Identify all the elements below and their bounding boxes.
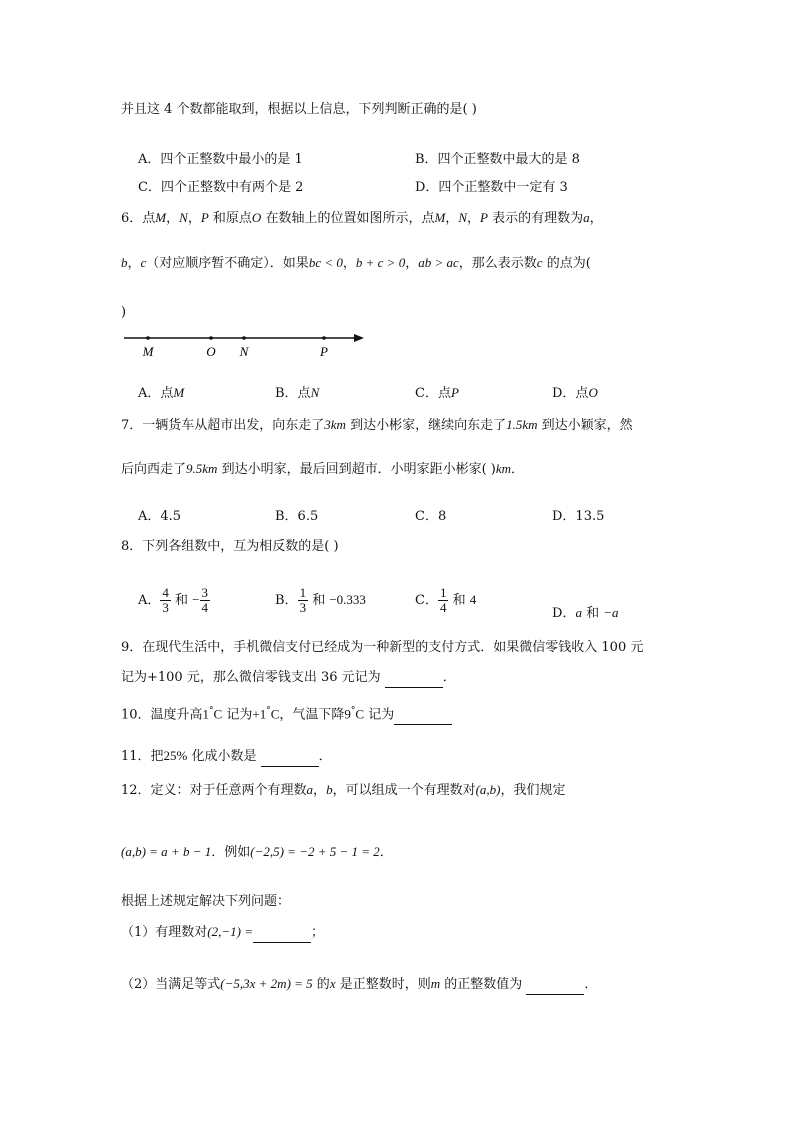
q6-text: （对应顺序暂不确定）．如果 <box>146 256 309 271</box>
q12-sub2-text: 的正整数值为 <box>440 977 523 992</box>
celsius: C <box>213 706 223 722</box>
q9-text: 记为+100 元，那么微信零钱支出 36 元记为 <box>121 670 381 685</box>
q5-paren: ( ) <box>462 102 477 117</box>
q7-option-c: C．8 <box>415 509 447 524</box>
option-label: B．点 <box>275 386 311 401</box>
q12-var-b: b <box>326 782 333 797</box>
q8-paren: ( ) <box>324 539 339 554</box>
fraction-1-4 <box>438 586 449 615</box>
q6-sep: ， <box>445 211 459 226</box>
q6-sep: ， <box>589 211 603 226</box>
q8-option-c <box>415 586 476 630</box>
q6-var-m: M <box>155 210 167 225</box>
option-var: P <box>450 385 459 400</box>
q12-sub2-text: （2）当满足等式 <box>121 977 221 992</box>
point-p-label: P <box>320 344 328 359</box>
q6-text: ，那么表示数 <box>458 256 537 271</box>
option-label: C． <box>415 593 438 608</box>
q6-line2 <box>121 254 591 273</box>
denominator: 3 <box>162 600 169 615</box>
q7-unit: km <box>495 461 512 476</box>
option-var: M <box>173 385 185 400</box>
point-n-dot <box>242 336 246 340</box>
q8-stem <box>121 538 339 556</box>
q12-sub2-text: 的 <box>312 977 330 992</box>
q10-text: 记为 <box>222 707 253 723</box>
q5-option-d: D．四个正整数中一定有 3 <box>415 180 568 195</box>
point-o-dot <box>209 336 213 340</box>
q8-option-d <box>552 604 618 623</box>
connector: 和 <box>308 593 330 608</box>
q6-var-a: a <box>583 210 590 225</box>
q7-option-d: D．13.5 <box>552 509 605 524</box>
q6-text: 的点为 <box>542 256 586 271</box>
numerator: 1 <box>299 585 307 600</box>
option-label: A． <box>138 593 161 608</box>
var-neg-a: −a <box>603 605 619 620</box>
q6-var-n: N <box>179 210 188 225</box>
q10-value: +1 <box>252 706 267 722</box>
q10-text: 记为 <box>364 707 395 723</box>
point-o-label: O <box>206 344 216 359</box>
q11-text: 化成小数是 <box>187 749 257 764</box>
option-label: C．点 <box>415 386 451 401</box>
q12-sub1-text: （1）有理数对 <box>121 925 208 940</box>
fraction-1-3 <box>298 586 309 615</box>
q12-text: ，我们规定 <box>500 783 566 798</box>
q6-var-o: O <box>251 210 262 225</box>
point-n-label: N <box>239 344 249 359</box>
degree-sign: ° <box>209 706 214 716</box>
option-var: N <box>310 385 320 400</box>
q11-line <box>121 747 332 767</box>
connector: 和 <box>448 593 470 608</box>
q6-var-b: b <box>121 255 128 270</box>
q11-end: ． <box>318 749 332 764</box>
q12-sub2 <box>121 975 597 995</box>
q12-pair: (a,b) <box>475 782 501 797</box>
q10-text: 10．温度升高 <box>121 707 203 723</box>
q6-line1 <box>121 209 603 228</box>
q7-line2 <box>121 460 524 479</box>
q7-end: ． <box>511 462 525 477</box>
degree-sign: ° <box>266 706 271 716</box>
q11-percent: 25% <box>163 748 188 763</box>
q6-option-a <box>138 384 184 403</box>
q6-sep: ， <box>187 211 201 226</box>
q6-var-p: P <box>200 210 209 225</box>
q5-continuation <box>121 101 477 119</box>
numerator: 1 <box>439 585 447 600</box>
q6-condition-3: ab > ac <box>418 255 459 270</box>
q12-var-a: a <box>306 782 314 797</box>
q11-answer-blank[interactable] <box>261 748 319 767</box>
q7-text: 后向西走了 <box>121 462 187 477</box>
q9-line1: 9．在现代生活中，手机微信支付已经成为一种新型的支付方式．如果微信零钱收入 100 元 <box>121 640 644 655</box>
q8-option-b <box>275 586 366 630</box>
point-m-dot <box>146 336 150 340</box>
number-line-figure <box>118 328 368 362</box>
connector: 和 <box>170 593 193 608</box>
q12-var-x: x <box>329 976 336 991</box>
q10-value: 1 <box>202 706 210 722</box>
q12-sub2-text: 是正整数时，则 <box>335 977 431 992</box>
q12-text: 12．定义：对于任意两个有理数 <box>121 783 307 798</box>
q7-distance-3: 9.5km <box>186 461 218 476</box>
q7-text: 7．一辆货车从超市出发，向东走了 <box>121 418 325 433</box>
q12-text: ．例如 <box>211 845 251 860</box>
q6-text: 在数轴上的位置如图所示，点 <box>261 211 435 226</box>
option-label: A．点 <box>138 386 174 401</box>
q12-sub2-equation: (−5,3x + 2m) = 5 <box>220 976 313 991</box>
q12-sub1 <box>121 923 324 943</box>
q5-option-b: B．四个正整数中最大的是 8 <box>415 152 580 167</box>
numerator: 3 <box>201 585 208 600</box>
connector: 和 <box>581 606 604 621</box>
q12-line1 <box>121 781 566 800</box>
celsius: C <box>355 706 365 722</box>
fraction-3-4 <box>200 586 211 615</box>
q6-condition-2: b + c > 0 <box>355 255 406 270</box>
q6-option-c <box>415 384 459 403</box>
celsius: C <box>270 706 280 722</box>
q10-answer-blank[interactable] <box>394 706 452 725</box>
q12-definition: (a,b) = a + b − 1 <box>121 844 212 859</box>
q6-sep: ， <box>166 211 180 226</box>
q7-line1 <box>121 416 633 435</box>
q6-option-b <box>275 384 319 403</box>
q12-line2 <box>121 843 393 862</box>
option-var: O <box>588 385 598 400</box>
q9-answer-blank[interactable] <box>385 669 443 688</box>
q12-intro: 根据上述规定解决下列问题： <box>121 894 291 909</box>
point-p-dot <box>322 336 326 340</box>
option-label: D． <box>552 606 576 621</box>
q8-text: 8．下列各组数中，互为相反数的是 <box>121 539 325 554</box>
q5-option-a: A．四个正整数中最小的是 1 <box>138 152 303 167</box>
q7-text: 到达小颖家，然 <box>537 418 633 433</box>
q12-sub1-end: ； <box>310 925 324 940</box>
q7-distance-1: 3km <box>324 417 346 432</box>
q6-sep: ， <box>342 256 356 271</box>
q6-paren-close: ) <box>121 305 127 320</box>
q12-end: ． <box>379 845 393 860</box>
q7-option-a: A．4.5 <box>138 509 182 524</box>
q6-var-m: M <box>434 210 446 225</box>
q6-sep: ， <box>405 256 419 271</box>
q9-line2 <box>121 669 456 688</box>
q6-condition-1: bc < 0 <box>308 255 343 270</box>
numerator: 4 <box>162 585 169 600</box>
value: 4 <box>469 592 477 607</box>
q5-option-c: C．四个正整数中有两个是 2 <box>138 180 304 195</box>
q6-sep: ， <box>127 256 141 271</box>
q10-value: 9 <box>344 706 351 722</box>
q6-text: 表示的有理数为 <box>487 211 584 226</box>
q7-option-b: B．6.5 <box>275 509 319 524</box>
q5-text: 并且这 4 个数都能取到，根据以上信息，下列判断正确的是 <box>121 102 463 117</box>
denominator: 4 <box>439 600 447 615</box>
q10-text: ，气温下降 <box>279 707 345 723</box>
q7-text: 到达小明家，最后回到超市．小明家距小彬家 <box>217 462 482 477</box>
option-label: D．点 <box>552 386 589 401</box>
q8-option-a <box>138 586 210 630</box>
q6-text: 和原点 <box>208 211 252 226</box>
q11-text: 11．把 <box>121 749 164 764</box>
option-label: B． <box>275 593 298 608</box>
q6-var-c: c <box>536 255 543 270</box>
degree-sign: ° <box>350 706 356 716</box>
denominator: 4 <box>201 600 208 615</box>
q6-sep: ， <box>466 211 480 226</box>
q12-sub2-answer-blank[interactable] <box>526 976 584 995</box>
q6-var-p: P <box>480 210 488 225</box>
q12-sep: ， <box>313 783 327 798</box>
point-m-label: M <box>142 344 154 359</box>
minus-sign: − <box>192 592 200 607</box>
q10-line <box>121 702 452 725</box>
q12-sub2-end: ． <box>584 977 598 992</box>
q12-text: ，可以组成一个有理数对 <box>332 783 476 798</box>
number-line-arrow <box>354 334 364 342</box>
q6-var-c: c <box>140 255 147 270</box>
q12-sub1-expr: (2,−1) = <box>207 924 253 939</box>
q12-example: (−2,5) = −2 + 5 − 1 = 2 <box>250 844 380 859</box>
value: −0.333 <box>329 592 366 607</box>
q6-text: 6．点 <box>121 211 156 226</box>
q6-paren-open: ( <box>585 256 591 271</box>
var-a: a <box>575 605 582 620</box>
q7-paren: ( ) <box>481 462 496 477</box>
q12-var-m: m <box>430 976 441 991</box>
q9-end: ． <box>442 670 456 685</box>
fraction-4-3 <box>160 586 171 615</box>
q7-distance-2: 1.5km <box>506 417 538 432</box>
q6-option-d <box>552 384 598 403</box>
q7-text: 到达小彬家，继续向东走了 <box>345 418 507 433</box>
q6-var-n: N <box>458 210 467 225</box>
q12-sub1-answer-blank[interactable] <box>253 924 311 943</box>
denominator: 3 <box>299 600 307 615</box>
